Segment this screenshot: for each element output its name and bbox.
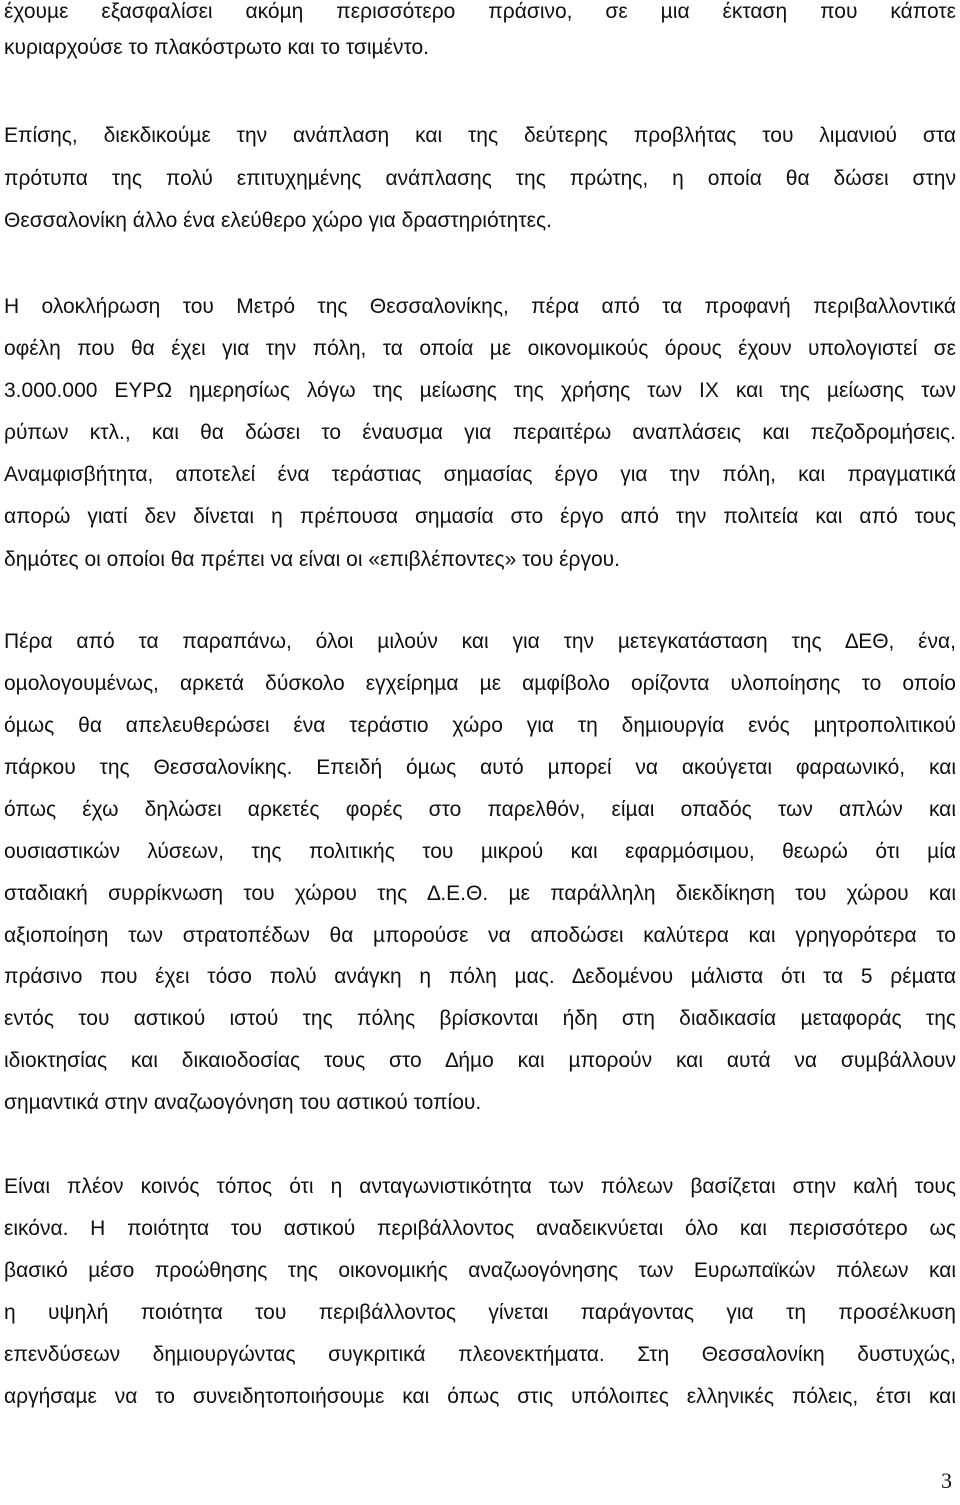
- text-line: όπως έχω δηλώσει αρκετές φορές στο παρελθόν, είµαι οπαδός των απλών και: [4, 798, 956, 821]
- text-line: 3.000.000 ΕΥΡΩ ηµερησίως λόγω της µείωσης της χρήσης των ΙΧ και της µείωσης των: [4, 379, 956, 402]
- text-line: αργήσαµε να το συνειδητοποιήσουµε και όπως στις υπόλοιπες ελληνικές πόλεις, έτσι και: [4, 1385, 956, 1408]
- text-line: ιδιοκτησίας και δικαιοδοσίας τους στο ∆ήµο και µπορούν και αυτά να συµβάλλουν: [4, 1049, 956, 1072]
- text-line: οφέλη που θα έχει για την πόλη, τα οποία µε οικονοµικούς όρους έχουν υπολογιστεί σε: [4, 337, 956, 360]
- text-line: εικόνα. Η ποιότητα του αστικού περιβάλλοντος αναδεικνύεται όλο και περισσότερο ως: [4, 1217, 956, 1240]
- text-line: κυριαρχούσε το πλακόστρωτο και το τσιµέντο.: [4, 36, 430, 59]
- text-line: δηµότες οι οποίοι θα πρέπει να είναι οι «επιβλέποντες» του έργου.: [4, 548, 620, 571]
- text-line: Επίσης, διεκδικούµε την ανάπλαση και της δεύτερης προβλήτας του λιµανιού στα: [4, 124, 956, 147]
- text-line: Αναµφισβήτητα, αποτελεί ένα τεράστιας σηµασίας έργο για την πόλη, και πραγµατικά: [4, 463, 956, 486]
- text-line: σηµαντικά στην αναζωογόνηση του αστικού τοπίου.: [4, 1091, 482, 1114]
- text-line: Είναι πλέον κοινός τόπος ότι η ανταγωνιστικότητα των πόλεων βασίζεται στην καλή τους: [4, 1175, 956, 1198]
- text-line: έχουµε εξασφαλίσει ακόµη περισσότερο πράσινο, σε µια έκταση που κάποτε: [4, 0, 956, 23]
- text-line: Θεσσαλονίκη άλλο ένα ελεύθερο χώρο για δραστηριότητες.: [4, 209, 552, 232]
- text-line: επενδύσεων δηµιουργώντας συγκριτικά πλεονεκτήµατα. Στη Θεσσαλονίκη δυστυχώς,: [4, 1343, 956, 1366]
- text-line: ουσιαστικών λύσεων, της πολιτικής του µικρού και εφαρµόσιµου, θεωρώ ότι µία: [4, 840, 956, 863]
- text-line: Η ολοκλήρωση του Μετρό της Θεσσαλονίκης, πέρα από τα προφανή περιβαλλοντικά: [4, 295, 956, 318]
- text-line: πράσινο που έχει τόσο πολύ ανάγκη η πόλη µας. ∆εδοµένου µάλιστα ότι τα 5 ρέµατα: [4, 965, 956, 988]
- text-line: εντός του αστικού ιστού της πόλης βρίσκονται ήδη στη διαδικασία µεταφοράς της: [4, 1007, 956, 1030]
- text-line: σταδιακή συρρίκνωση του χώρου της ∆.Ε.Θ. µε παράλληλη διεκδίκηση του χώρου και: [4, 882, 956, 905]
- text-line: πρότυπα της πολύ επιτυχηµένης ανάπλασης της πρώτης, η οποία θα δώσει στην: [4, 167, 956, 190]
- text-line: πάρκου της Θεσσαλονίκης. Επειδή όµως αυτό µπορεί να ακούγεται φαραωνικό, και: [4, 756, 956, 779]
- text-line: Πέρα από τα παραπάνω, όλοι µιλούν και για την µετεγκατάσταση της ∆ΕΘ, ένα,: [4, 630, 956, 653]
- text-line: οµολογουµένως, αρκετά δύσκολο εγχείρηµα µε αµφίβολο ορίζοντα υλοποίησης το οποίο: [4, 672, 956, 695]
- text-line: απορώ γιατί δεν δίνεται η πρέπουσα σηµασία στο έργο από την πολιτεία και από τους: [4, 505, 956, 528]
- text-line: αξιοποίηση των στρατοπέδων θα µπορούσε να αποδώσει καλύτερα και γρηγορότερα το: [4, 924, 956, 947]
- text-line: όµως θα απελευθερώσει ένα τεράστιο χώρο για τη δηµιουργία ενός µητροπολιτικού: [4, 714, 956, 737]
- text-line: ρύπων κτλ., και θα δώσει το έναυσµα για περαιτέρω αναπλάσεις και πεζοδροµήσεις.: [4, 421, 956, 444]
- text-line: η υψηλή ποιότητα του περιβάλλοντος γίνεται παράγοντας για τη προσέλκυση: [4, 1301, 956, 1324]
- page-number: 3: [941, 1468, 952, 1493]
- text-line: βασικό µέσο προώθησης της οικονοµικής αναζωογόνησης των Ευρωπαϊκών πόλεων και: [4, 1259, 956, 1282]
